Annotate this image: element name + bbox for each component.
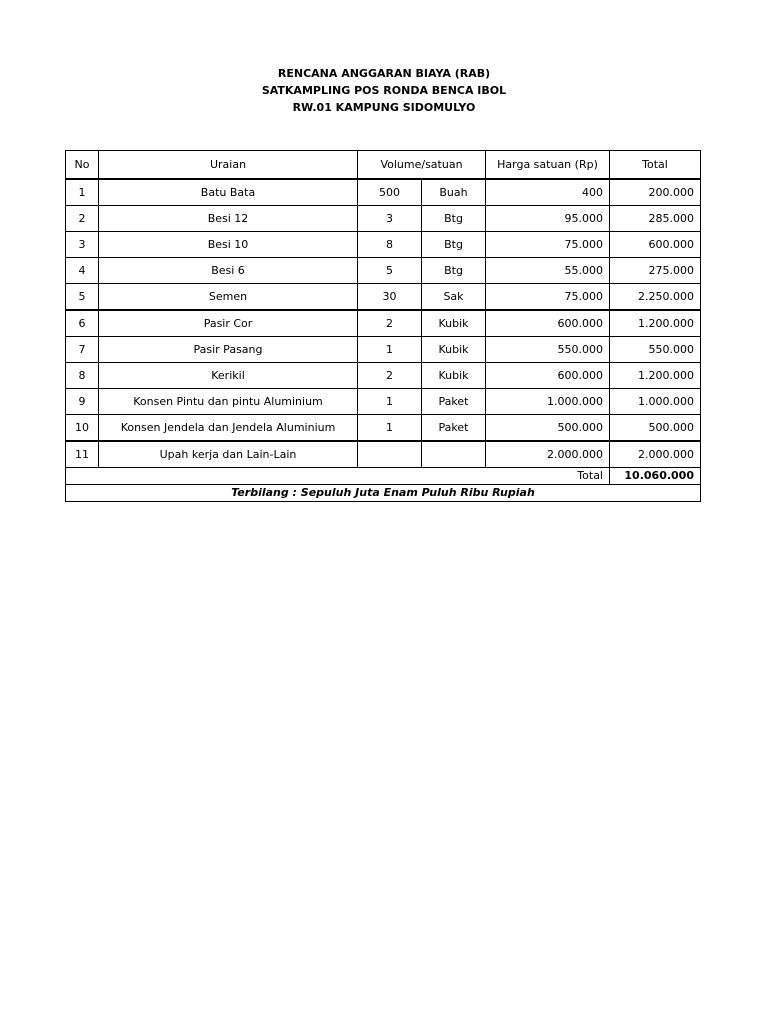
cell-harga: 550.000 [486,337,610,363]
total-label: Total [486,468,610,485]
cell-harga: 55.000 [486,258,610,284]
table-row [66,337,701,363]
cell-harga: 95.000 [486,206,610,232]
table-row [66,310,701,337]
cell-satuan: Paket [422,415,486,442]
cell-uraian: Semen [99,284,358,311]
cell-volume: 5 [358,258,422,284]
cell-total: 2.000.000 [610,441,701,468]
cell-satuan: Sak [422,284,486,311]
header-no: No [66,151,99,180]
cell-volume: 3 [358,206,422,232]
cell-total: 1.200.000 [610,363,701,389]
cell-total: 200.000 [610,179,701,206]
cell-uraian: Konsen Pintu dan pintu Aluminium [99,389,358,415]
cell-harga: 600.000 [486,310,610,337]
cell-satuan: Buah [422,179,486,206]
cell-harga: 2.000.000 [486,441,610,468]
cell-total: 275.000 [610,258,701,284]
cell-harga: 600.000 [486,363,610,389]
cell-harga: 400 [486,179,610,206]
terbilang-row [66,485,701,502]
table-row [66,232,701,258]
cell-satuan [422,441,486,468]
header-uraian: Uraian [99,151,358,180]
total-spacer [66,468,486,485]
cell-satuan: Btg [422,258,486,284]
cell-uraian: Besi 10 [99,232,358,258]
cell-volume: 8 [358,232,422,258]
cell-volume: 1 [358,389,422,415]
cell-no: 11 [66,441,99,468]
cell-uraian: Pasir Cor [99,310,358,337]
table-row [66,284,701,311]
cell-satuan: Kubik [422,310,486,337]
cell-total: 1.200.000 [610,310,701,337]
cell-volume: 2 [358,310,422,337]
title-line-2: SATKAMPLING POS RONDA BENCA IBOL [261,84,507,97]
document-title [0,65,768,116]
cell-uraian: Besi 6 [99,258,358,284]
cell-volume: 30 [358,284,422,311]
header-harga: Harga satuan (Rp) [486,151,610,180]
title-line-1: RENCANA ANGGARAN BIAYA (RAB) [277,67,491,80]
table-row [66,415,701,442]
cell-uraian: Konsen Jendela dan Jendela Aluminium [99,415,358,442]
cell-satuan: Kubik [422,337,486,363]
cell-uraian: Upah kerja dan Lain-Lain [99,441,358,468]
cell-harga: 1.000.000 [486,389,610,415]
cell-no: 10 [66,415,99,442]
cell-volume: 2 [358,363,422,389]
cell-total: 2.250.000 [610,284,701,311]
cell-volume: 1 [358,415,422,442]
cell-uraian: Kerikil [99,363,358,389]
grand-total-value: 10.060.000 [610,468,701,485]
cell-total: 600.000 [610,232,701,258]
cell-harga: 75.000 [486,232,610,258]
cell-total: 550.000 [610,337,701,363]
header-volume: Volume/satuan [358,151,486,180]
cell-total: 1.000.000 [610,389,701,415]
table-row [66,441,701,468]
cell-uraian: Batu Bata [99,179,358,206]
cell-volume: 1 [358,337,422,363]
cell-no: 5 [66,284,99,311]
cell-satuan: Paket [422,389,486,415]
table-header-row [66,151,701,180]
cell-satuan: Kubik [422,363,486,389]
header-total: Total [610,151,701,180]
cell-no: 1 [66,179,99,206]
grand-total-row [66,468,701,485]
cell-no: 7 [66,337,99,363]
cell-satuan: Btg [422,232,486,258]
table-row [66,258,701,284]
cell-no: 4 [66,258,99,284]
table-row [66,389,701,415]
cell-no: 3 [66,232,99,258]
cell-uraian: Pasir Pasang [99,337,358,363]
cell-no: 2 [66,206,99,232]
cell-harga: 500.000 [486,415,610,442]
cell-total: 500.000 [610,415,701,442]
budget-table [65,150,701,502]
cell-uraian: Besi 12 [99,206,358,232]
cell-no: 8 [66,363,99,389]
cell-total: 285.000 [610,206,701,232]
terbilang-text: Terbilang : Sepuluh Juta Enam Puluh Ribu Rupiah [66,485,701,502]
cell-volume: 500 [358,179,422,206]
title-line-3: RW.01 KAMPUNG SIDOMULYO [292,101,476,114]
cell-satuan: Btg [422,206,486,232]
table-row [66,363,701,389]
cell-no: 6 [66,310,99,337]
table-row [66,206,701,232]
cell-no: 9 [66,389,99,415]
table-row [66,179,701,206]
cell-harga: 75.000 [486,284,610,311]
cell-volume [358,441,422,468]
